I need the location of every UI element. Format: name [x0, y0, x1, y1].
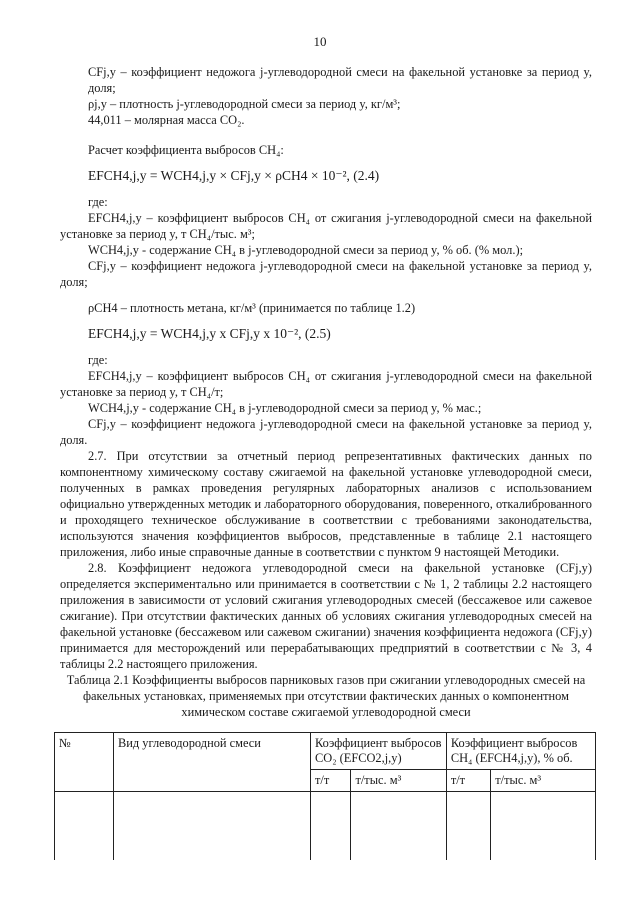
text-line: 44,011 – молярная масса CO₂. [88, 113, 245, 127]
header-ch4: Коэффициент выбросов CH₄ (EFCH4,j,y), % об. [446, 733, 595, 770]
section-heading: Расчет коэффициента выбросов CH₄: [88, 143, 284, 157]
header-number: № [55, 733, 114, 792]
unit-ch4-t: т/т [446, 770, 490, 792]
paragraph-2-8: 2.8. Коэффициент недожога углеводородной смеси на факельной установке (CFj,y) определяется экспериментально или принимается в соответствии с № 1, 2 таблицы 2.2 настоящего приложения в зависимости от условий сжигания углеводородных смесей (бессажевое или сажевое сжигание). При отсутствии фактических данных об условиях сжигания углеводородных смесей на факельной установке (бессажевом или сажевом сжигании) значения коэффициента недожога (CFj,y) принимается для месторождений или перерабатывающих предприятий в соответствии с № 3, 4 таблицы 2.2 настоящего приложения. [60, 561, 592, 671]
formula-2-5: EFCH4,j,y = WCH4,j,y x CFj,y x 10⁻², (2.5) [88, 326, 331, 341]
emission-factors-table [54, 732, 596, 860]
text-line: ρCH4 – плотность метана, кг/м³ (принимается по таблице 1.2) [88, 301, 416, 315]
paragraph-2-7: 2.7. При отсутствии за отчетный период репрезентативных фактических данных по компонентному химическому составу сжигаемой на факельной установке углеводородной смеси, полученных в рамках проведения регулярных лабораторных анализов с использованием официально утвержденных методик и лабораторного оборудования, поверенного, откалиброванного и проходящего техническое обслуживание в соответствии с требованиями законодательства, используются значения коэффициентов выбросов, представленные в таблице 2.1 настоящего приложения, либо иные справочные данные в соответствии с пунктом 9 настоящей Методики. [60, 449, 592, 559]
text-line: WCH4,j,y - содержание CH₄ в j-углеводородной смеси за период y, % об. (% мол.); [88, 243, 524, 257]
page-number: 10 [313, 34, 327, 49]
formula-2-4: EFCH4,j,y = WCH4,j,y × CFj,y × ρCH4 × 10⁻², (2.4) [88, 168, 380, 183]
header-co2: Коэффициент выбросов CO₂ (EFCO2,j,y) [311, 733, 447, 770]
table-caption: Таблица 2.1 Коэффициенты выбросов парниковых газов при сжигании углеводородных смесей на факельных установках, применяемых при отсутствии фактических данных о компонентном химическом составе сжигаемой углеводородной смеси [66, 673, 586, 719]
text-line: где: [88, 353, 108, 367]
text-line: CFj,y – коэффициент недожога j-углеводородной смеси на факельной установке за период y, доля. [60, 417, 592, 447]
unit-co2-m3: т/тыс. м³ [351, 770, 446, 792]
unit-co2-t: т/т [311, 770, 351, 792]
text-line: где: [88, 195, 108, 209]
text-line: EFCH4,j,y – коэффициент выбросов CH₄ от сжигания j-углеводородной смеси на факельной установке за период y, т CH₄/т; [60, 369, 592, 399]
text-line: CFj,y – коэффициент недожога j-углеводородной смеси на факельной установке за период y, доля; [60, 259, 592, 289]
table-header-row [55, 733, 596, 770]
text-line: EFCH4,j,y – коэффициент выбросов CH₄ от сжигания j-углеводородной смеси на факельной установке за период y, т CH₄/тыс. м³; [60, 211, 592, 241]
text-line: WCH4,j,y - содержание CH₄ в j-углеводородной смеси за период y, % мас.; [88, 401, 482, 415]
text-line: CFj,y – коэффициент недожога j-углеводородной смеси на факельной установке за период y, доля; [88, 65, 592, 95]
page-content [60, 64, 592, 860]
text-line: ρj,y – плотность j-углеводородной смеси за период y, кг/м³; [88, 97, 401, 111]
table-row [55, 792, 596, 861]
unit-ch4-m3: т/тыс. м³ [491, 770, 596, 792]
header-mixture-type: Вид углеводородной смеси [114, 733, 311, 792]
